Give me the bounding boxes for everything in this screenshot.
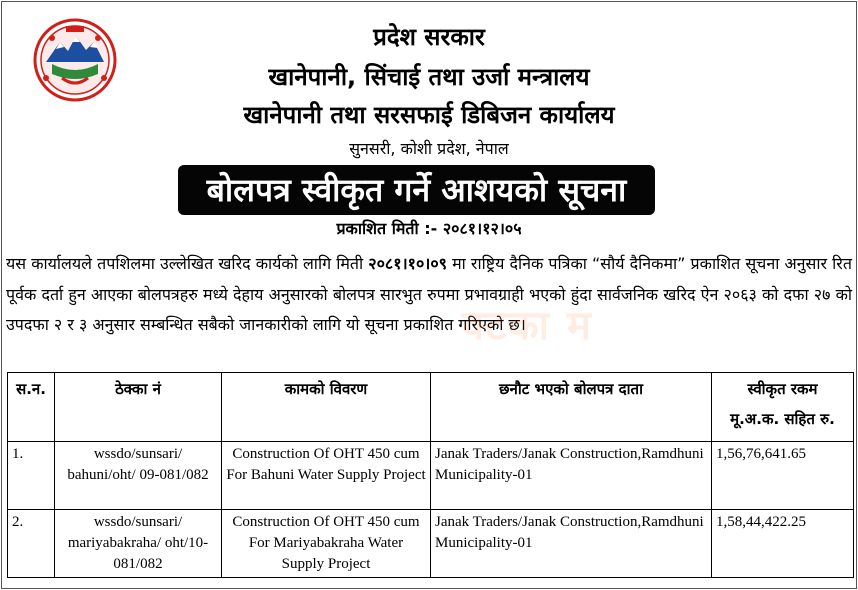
publish-date: प्रकाशित मिती :- २०८१।१२।०५ xyxy=(336,219,522,238)
paragraph-text-start: यस कार्यालयले तपशिलमा उल्लेखित खरिद कार्यको लागि मिती xyxy=(6,254,369,273)
row-approved-amount: 1,58,44,422.25 xyxy=(712,510,854,578)
row-work-description: Construction Of OHT 450 cum For Mariyabakraha Water Supply Project xyxy=(222,510,431,578)
row-selected-bidder: Janak Traders/Janak Construction,Ramdhuni Municipality-01 xyxy=(431,510,712,578)
newspaper-notice-date: २०८१।१०।०९ xyxy=(368,254,447,273)
header-approved-amount xyxy=(712,373,854,442)
paragraph-text-end: मा राष्ट्रिय दैनिक पत्रिका “सौर्य दैनिकमा” प्रकाशित सूचना अनुसार रित पूर्वक दर्ता हुन आएका बोलपत्रहरु मध्ये देहाय अनुसारको बोलपत्र सारभुत रुपमा प्रभावग्राही भएको हुंदा सार्वजनिक खरिद ऐन २०६३ को दफा २७ को उपदफा २ र ३ अनुसार सम्बन्धित सबैको जानकारीको लागि यो सूचना प्रकाशित गरिएको छ। xyxy=(6,254,852,334)
header-amount-line2: मू.अ.क. सहित रु. xyxy=(730,410,835,428)
watermark-logo: क्टका म xyxy=(462,303,593,349)
header-contract-no: ठेक्का नं xyxy=(55,373,222,442)
accepted-bids-table xyxy=(7,372,854,578)
table-row xyxy=(8,510,854,578)
row-contract-no: wssdo/sunsari/ bahuni/oht/ 09-081/082 xyxy=(55,442,222,510)
row-sn: 1. xyxy=(8,442,55,510)
office-address: सुनसरी, कोशी प्रदेश, नेपाल xyxy=(349,139,509,158)
table-header-row xyxy=(8,373,854,442)
header-work-description: कामको विवरण xyxy=(222,373,431,442)
notice-title-banner: बोलपत्र स्वीकृत गर्ने आशयको सूचना xyxy=(178,165,655,215)
row-work-description: Construction Of OHT 450 cum For Bahuni Water Supply Project xyxy=(222,442,431,510)
header-sn: स.न. xyxy=(8,373,55,442)
table-row xyxy=(8,442,854,510)
row-sn: 2. xyxy=(8,510,55,578)
header-amount-line1: स्वीकृत रकम xyxy=(747,380,818,398)
office-title: खानेपानी तथा सरसफाई डिबिजन कार्यालय xyxy=(243,101,615,129)
header-selected-bidder: छनौट भएको बोलपत्र दाता xyxy=(431,373,712,442)
row-approved-amount: 1,56,76,641.65 xyxy=(712,442,854,510)
government-title: प्रदेश सरकार xyxy=(373,23,485,51)
notice-paragraph xyxy=(6,249,852,341)
row-contract-no: wssdo/sunsari/ mariyabakraha/ oht/10-081/082 xyxy=(55,510,222,578)
row-selected-bidder: Janak Traders/Janak Construction,Ramdhuni Municipality-01 xyxy=(431,442,712,510)
ministry-title: खानेपानी, सिंचाई तथा उर्जा मन्त्रालय xyxy=(268,63,590,91)
